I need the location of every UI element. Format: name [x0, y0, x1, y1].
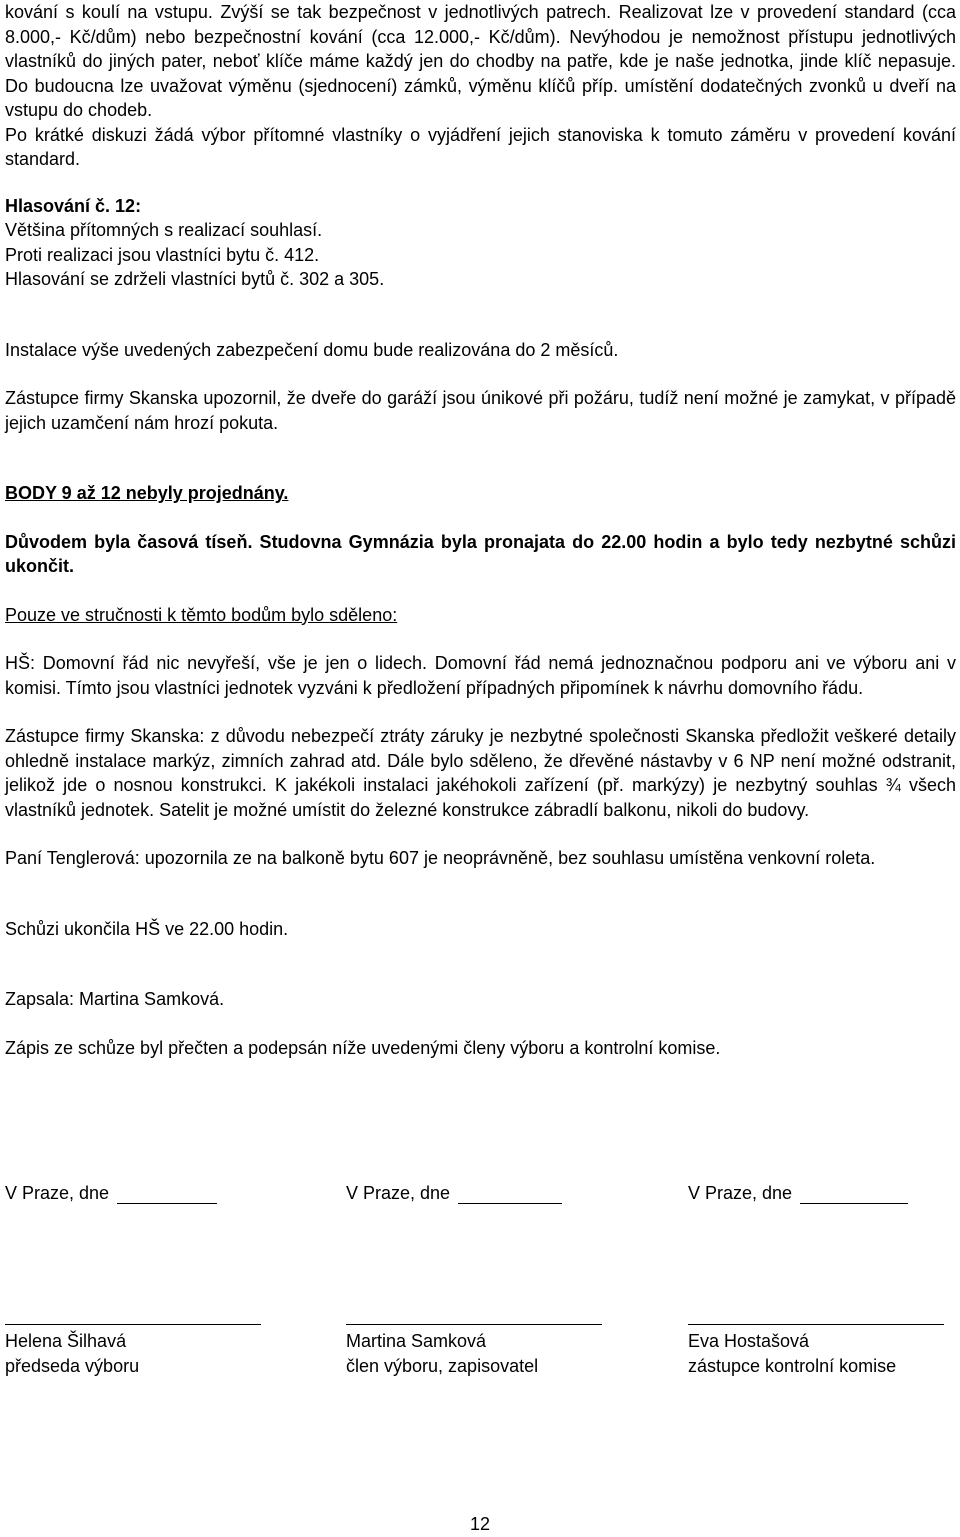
vote-result-abstained: Hlasování se zdrželi vlastníci bytů č. 302 a 305. [5, 269, 385, 289]
paragraph-recorded-by: Zapsala: Martina Samková. [5, 989, 225, 1009]
signature-block-1 [5, 1324, 261, 1378]
paragraph-skanska-garage: Zástupce firmy Skanska upozornil, že dveře do garáží jsou únikové při požáru, tudíž není možné je zamykat, v případě jejich uzamčení nám hrozí pokuta. [5, 388, 956, 433]
page-number: 12 [469, 1514, 491, 1534]
paragraph-signed-note: Zápis ze schůze byl přečten a podepsán níže uvedenými členy výboru a kontrolní komise. [5, 1037, 721, 1058]
paragraph-hs-rules: HŠ: Domovní řád nic nevyřeší, vše je jen o lidech. Domovní řád nemá jednoznačnou podporu ani ve výboru ani v komisi. Tímto jsou vlastníci jednotek vyzváni k předložení případných připomínek k návrhu domovního řádu. [5, 653, 956, 698]
vote-result-against: Proti realizaci jsou vlastníci bytu č. 412. [5, 244, 320, 265]
date-blank-line [800, 1183, 908, 1204]
date-label: V Praze, dne [5, 1183, 110, 1203]
paragraph-meeting-end: Schůzi ukončila HŠ ve 22.00 hodin. [5, 918, 289, 939]
paragraph-intro: kování s koulí na vstupu. Zvýší se tak bezpečnost v jednotlivých patrech. Realizovat lze v provedení standard (cca 8.000,- Kč/dům) nebo bezpečnostní kování (cca 12.000,- Kč/dům). Nevýhodou je nemožnost přístupu jednotlivých vlastníků do jiných pater, neboť klíče máme každý jen do chodby na patře, kde je naše jednotka, jinde klíč nepasuje. Do budoucna lze uvažovat výměnu (sjednocení) zámků, výměnu klíčů příp. umístění dodatečných zvonků u dveří na vstupu do chodeb. [5, 2, 956, 120]
date-blank-line [458, 1183, 562, 1204]
paragraph-reason: Důvodem byla časová tíseň. Studovna Gymnázia byla pronajata do 22.00 hodin a bylo tedy nezbytné schůzi ukončit. [5, 531, 956, 576]
vote-result-majority: Většina přítomných s realizací souhlasí. [5, 220, 323, 240]
document-body [5, 0, 956, 1060]
date-field-2 [346, 1183, 562, 1204]
date-row [5, 1183, 956, 1209]
date-field-3 [688, 1183, 908, 1204]
brief-note-heading: Pouze ve stručnosti k těmto bodům bylo sděleno: [5, 604, 398, 625]
paragraph-discussion: Po krátké diskuzi žádá výbor přítomné vlastníky o vyjádření jejich stanoviska k tomuto záměru v provedení kování standard. [5, 124, 956, 169]
vote-title: Hlasování č. 12: [5, 195, 142, 216]
paragraph-tenglerova: Paní Tenglerová: upozornila ze na balkoně bytu 607 je neoprávněně, bez souhlasu umístěna venkovní roleta. [5, 848, 876, 868]
signatory-name: Martina Samková [346, 1331, 487, 1351]
signatory-name: Helena Šilhavá [5, 1331, 127, 1351]
signature-block-3 [688, 1324, 944, 1378]
signatory-role: zástupce kontrolní komise [688, 1355, 897, 1376]
date-label: V Praze, dne [346, 1183, 451, 1203]
date-field-1 [5, 1183, 217, 1204]
not-discussed-heading: BODY 9 až 12 nebyly projednány. [5, 483, 289, 503]
paragraph-skanska-warranty: Zástupce firmy Skanska: z důvodu nebezpečí ztráty záruky je nezbytné společnosti Skanska předložit veškeré detaily ohledně instalace markýz, zimních zahrad atd. Dále bylo sděleno, že dřevěné nástavby v 6 NP není možné odstranit, jelikož jde o nosnou konstrukci. K jakékoli instalaci jakéhokoli zařízení (př. markýzy) je nezbytný souhlas ¾ všech vlastníků jednotek. Satelit je možné umístit do železné konstrukce zábradlí balkonu, nikoli do budovy. [5, 726, 956, 820]
signature-block-2 [346, 1324, 602, 1378]
date-label: V Praze, dne [688, 1183, 793, 1203]
signatory-role: předseda výboru [5, 1355, 140, 1376]
signatory-name: Eva Hostašová [688, 1331, 810, 1351]
signatory-role: člen výboru, zapisovatel [346, 1355, 539, 1376]
date-blank-line [117, 1183, 217, 1204]
paragraph-installation: Instalace výše uvedených zabezpečení domu bude realizována do 2 měsíců. [5, 339, 619, 360]
